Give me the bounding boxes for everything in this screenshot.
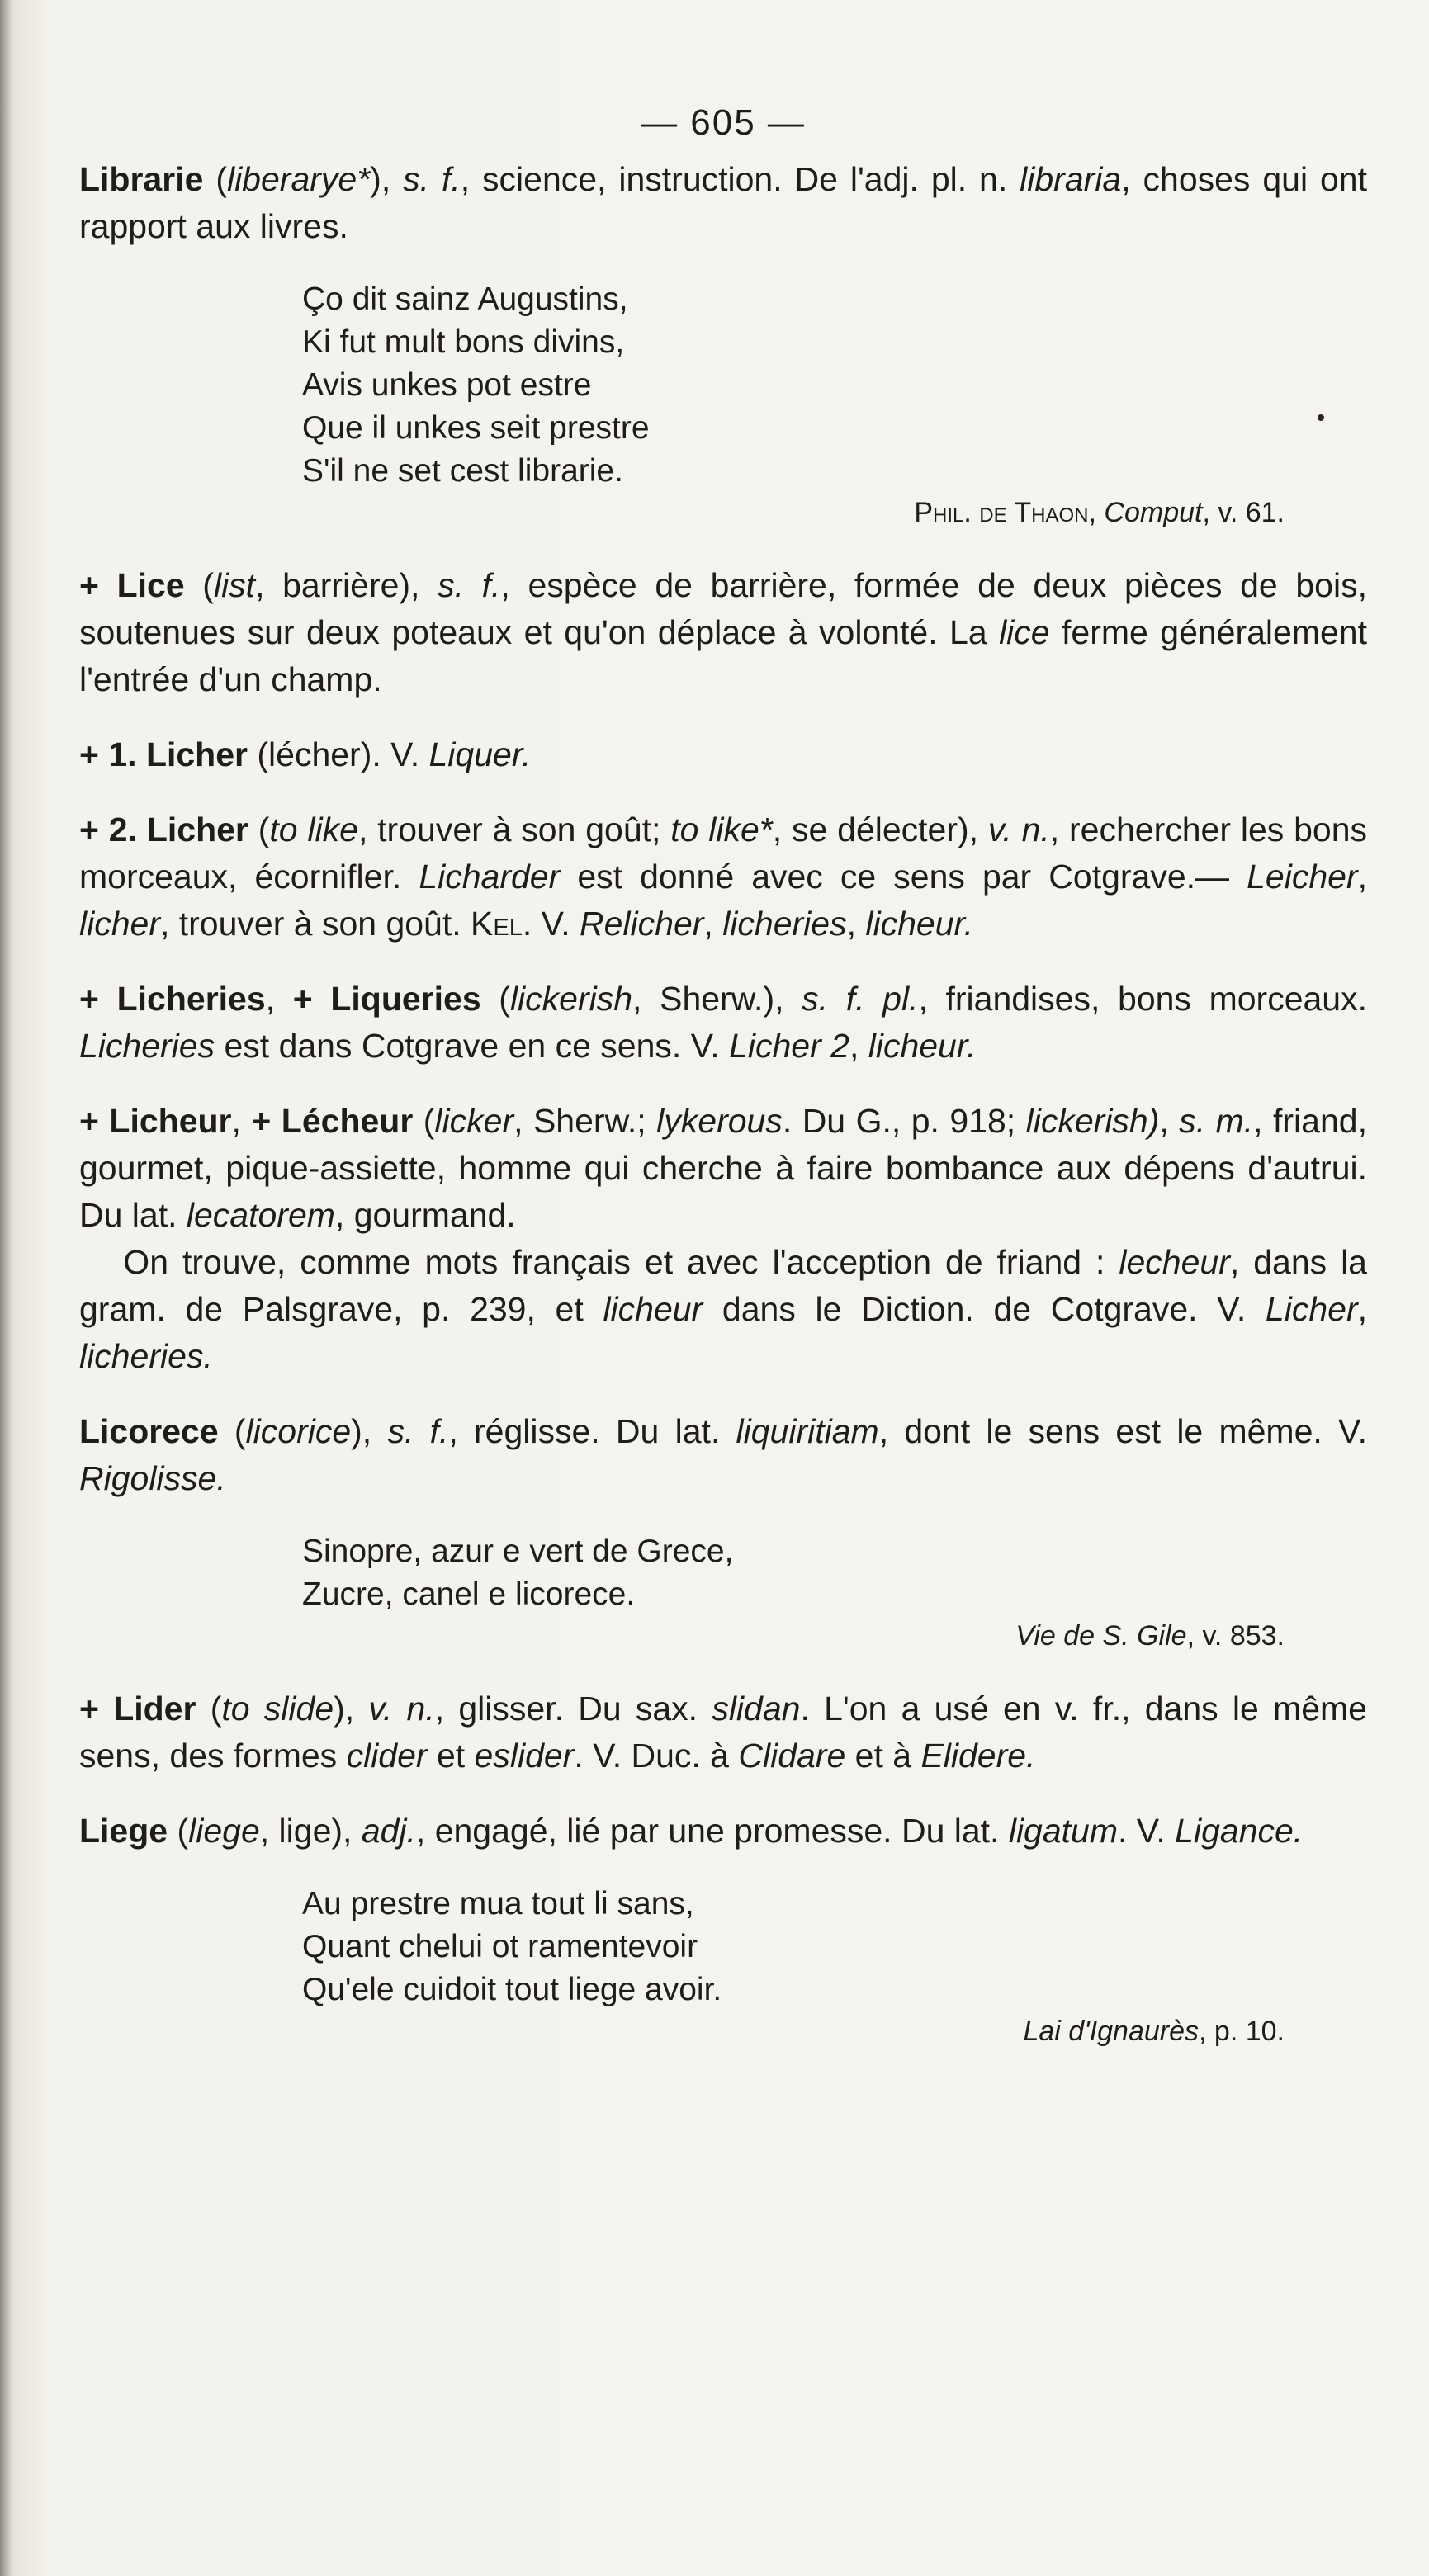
- headword: Licheries: [116, 980, 266, 1018]
- entry-licheur-continued: On trouve, comme mots français et avec l'acception de friand : lecheur, dans la gram. de Palsgrave, p. 239, et licheur dans le Diction. de Cotgrave. V. Licher, licheries.: [79, 1243, 1367, 1375]
- dictionary-page: [79, 99, 1367, 2081]
- quote-line: Quant chelui ot ramentevoir: [302, 1929, 698, 1964]
- page-number: — 605 —: [641, 102, 806, 143]
- headword: Lice: [116, 566, 185, 604]
- entry-licher-1: + 1. Licher (lécher). V. Liquer.: [79, 735, 532, 773]
- quote-line: Avis unkes pot estre: [302, 367, 592, 403]
- entry-lice: + Lice (list, barrière), s. f., espèce de barrière, formée de deux pièces de bois, soutenues sur deux poteaux et qu'on déplace à volonté. La lice ferme généralement l'entrée d'un champ.: [79, 566, 1367, 698]
- quote-line: S'il ne set cest librarie.: [302, 453, 623, 489]
- entry-librarie: Librarie (liberarye*), s. f., science, instruction. De l'adj. pl. n. libraria, choses qui ont rapport aux livres.: [79, 160, 1367, 245]
- quotation-block: [302, 1883, 1367, 2051]
- headword: 2. Licher: [108, 811, 248, 848]
- entry-licorece: Licorece (licorice), s. f., réglisse. Du lat. liquiritiam, dont le sens est le même. V. Rigolisse.: [79, 1412, 1367, 1497]
- headword: Licorece: [79, 1412, 219, 1450]
- headword: Lécheur: [281, 1102, 414, 1140]
- quotation-block: [302, 1530, 1367, 1656]
- quote-line: Qu'ele cuidoit tout liege avoir.: [302, 1972, 722, 2007]
- quotation-block: [302, 278, 1367, 532]
- quote-line: Ço dit sainz Augustins,: [302, 281, 628, 317]
- headword: Licheur: [109, 1102, 232, 1140]
- entry-licheur: + Licheur, + Lécheur (licker, Sherw.; lykerous. Du G., p. 918; lickerish), s. m., friand, gourmet, pique-assiette, homme qui cherche à faire bombance aux dépens d'autrui. Du lat. lecatorem, gourmand.: [79, 1102, 1367, 1234]
- quote-line: Sinopre, azur e vert de Grece,: [302, 1534, 734, 1569]
- quote-line: Que il unkes seit prestre: [302, 410, 650, 446]
- quote-source: Phil. de Thaon, Comput, v. 61.: [914, 497, 1285, 528]
- quote-source: Vie de S. Gile, v. 853.: [1015, 1620, 1285, 1652]
- quote-line: Ki fut mult bons divins,: [302, 324, 625, 360]
- entry-liege: Liege (liege, lige), adj., engagé, lié par une promesse. Du lat. ligatum. V. Ligance.: [79, 1812, 1304, 1850]
- headword: 1. Licher: [108, 735, 248, 773]
- entry-lider: + Lider (to slide), v. n., glisser. Du sax. slidan. L'on a usé en v. fr., dans le même sens, des formes clider et eslider. V. Duc. à Clidare et à Elidere.: [79, 1690, 1367, 1775]
- headword: Liqueries: [330, 980, 481, 1018]
- headword: Lider: [113, 1690, 196, 1728]
- headword: Librarie: [79, 160, 204, 198]
- entry-licher-2: + 2. Licher (to like, trouver à son goût; to like*, se délecter), v. n., rechercher les bons morceaux, écornifler. Licharder est donné avec ce sens par Cotgrave.— Leicher, licher, trouver à son goût. Kel. V. Relicher, licheries, licheur.: [79, 811, 1368, 943]
- book-spine-shadow: [0, 0, 12, 2576]
- quote-source: Lai d'Ignaurès, p. 10.: [1023, 2016, 1285, 2047]
- quote-line: Zucre, canel e licorece.: [302, 1576, 636, 1612]
- quote-line: Au prestre mua tout li sans,: [302, 1886, 694, 1921]
- headword: Liege: [79, 1812, 168, 1850]
- entry-licheries: + Licheries, + Liqueries (lickerish, Sherw.), s. f. pl., friandises, bons morceaux. Licheries est dans Cotgrave en ce sens. V. Licher 2, licheur.: [79, 980, 1367, 1065]
